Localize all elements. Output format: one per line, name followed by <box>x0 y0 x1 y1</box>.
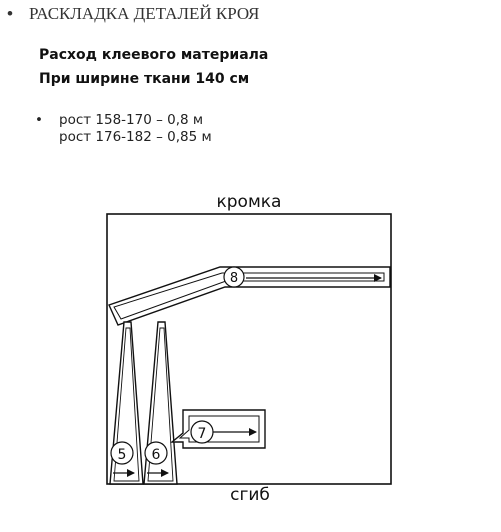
piece-5 <box>110 322 143 484</box>
list-bullet: • <box>35 112 43 128</box>
subtitle-material: Расход клеевого материала <box>39 47 269 63</box>
piece-8-outline <box>109 267 390 325</box>
subtitle-fabric-width: При ширине ткани 140 см <box>39 71 250 87</box>
list-item: рост 176-182 – 0,85 м <box>59 129 212 145</box>
cutting-layout-diagram <box>0 180 501 532</box>
piece-8 <box>109 267 390 325</box>
edge-label-top: кромка <box>216 192 282 212</box>
piece-number-8: 8 <box>229 271 239 286</box>
piece-7 <box>172 410 265 448</box>
piece-number-7: 7 <box>197 426 207 442</box>
section-header <box>7 4 259 24</box>
list-item: рост 158-170 – 0,8 м <box>59 112 204 128</box>
piece-number-5: 5 <box>117 447 127 463</box>
header-bullet: • <box>7 4 13 23</box>
edge-label-bottom: сгиб <box>230 485 270 505</box>
piece-6 <box>144 322 177 484</box>
piece-number-6: 6 <box>151 447 161 463</box>
header-title: РАСКЛАДКА ДЕТАЛЕЙ КРОЯ <box>29 4 260 23</box>
